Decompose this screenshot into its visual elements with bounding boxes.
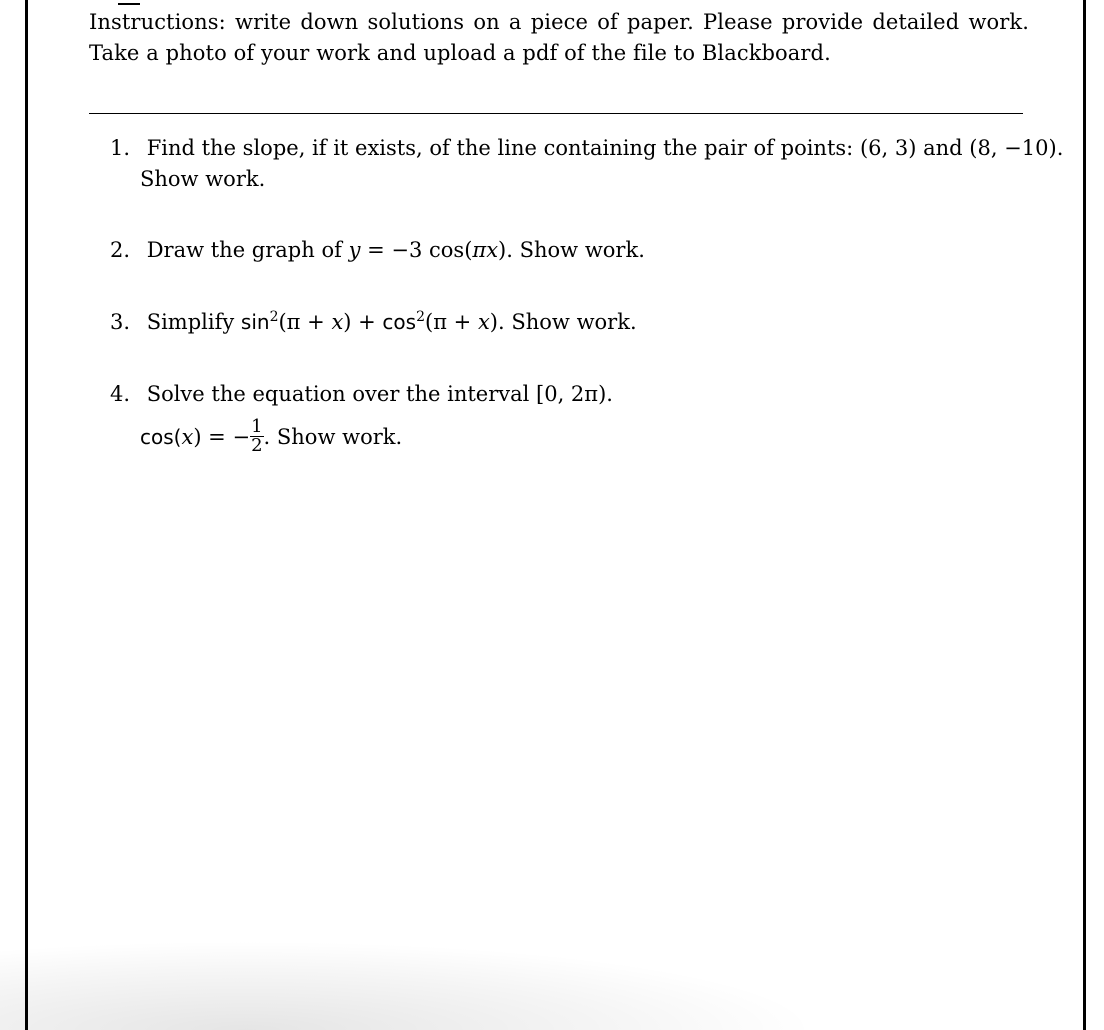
fraction-numerator: 1: [251, 416, 263, 437]
bottom-shadow: [0, 940, 820, 1030]
arg-1: (π +: [278, 310, 332, 334]
show-work: Show work.: [519, 238, 645, 262]
clipped-heading-fragment: [118, 0, 140, 5]
point-2: (8, −10).: [969, 136, 1064, 160]
problem-4: [110, 379, 613, 410]
problem-number: 3.: [110, 310, 131, 334]
problem-number: 4.: [110, 382, 131, 406]
x-2: x: [477, 310, 490, 334]
horizontal-rule: [89, 113, 1023, 114]
fraction-one-half: [250, 418, 263, 455]
sin-op: sin: [240, 310, 270, 334]
problem-1-continuation: Show work.: [140, 167, 266, 191]
x-1: x: [331, 310, 344, 334]
problem-4-equation: [140, 416, 403, 457]
problem-text: Find the slope, if it exists, of the line containing the pair of points:: [146, 136, 854, 160]
eq-x: x: [181, 425, 194, 449]
problem-text: Simplify: [146, 310, 235, 334]
eq-equals: ) = −: [193, 425, 251, 449]
sin-exponent: 2: [269, 309, 279, 325]
expression: [241, 310, 505, 334]
eq-y: y: [348, 238, 361, 262]
eq-rest: = −3 cos(: [360, 238, 473, 262]
eq-close: ).: [498, 238, 513, 262]
problem-text: Solve the equation over the interval [0, 2π).: [146, 382, 613, 406]
point-1: (6, 3): [859, 136, 917, 160]
problem-text: Draw the graph of: [146, 238, 342, 262]
problem-3: [110, 307, 637, 338]
eq-pi-x: πx: [472, 238, 499, 262]
problem-2: [110, 235, 645, 266]
fraction-denominator: 2: [251, 435, 263, 456]
page-border-right: [1083, 0, 1086, 1030]
show-work: Show work.: [276, 425, 403, 449]
problem-1: [110, 133, 1063, 164]
arg-2: (π +: [425, 310, 478, 334]
eq-dot: .: [263, 425, 271, 449]
cos-op: cos: [382, 310, 417, 334]
problem-number: 1.: [110, 136, 131, 160]
instructions-text: Instructions: write down solutions on a piece of paper. Please provide detailed work. Take a photo of your work and upload a pdf of the file to Blackboard.: [89, 10, 1029, 65]
equation: [349, 238, 513, 262]
eq-cos: cos(: [140, 425, 182, 449]
close: ).: [489, 310, 505, 334]
show-work: Show work.: [511, 310, 637, 334]
cos-exponent: 2: [416, 309, 425, 325]
mid: ) +: [343, 310, 383, 334]
problem-number: 2.: [110, 238, 131, 262]
and-text: and: [923, 136, 963, 160]
page-border-left: [25, 0, 28, 1030]
